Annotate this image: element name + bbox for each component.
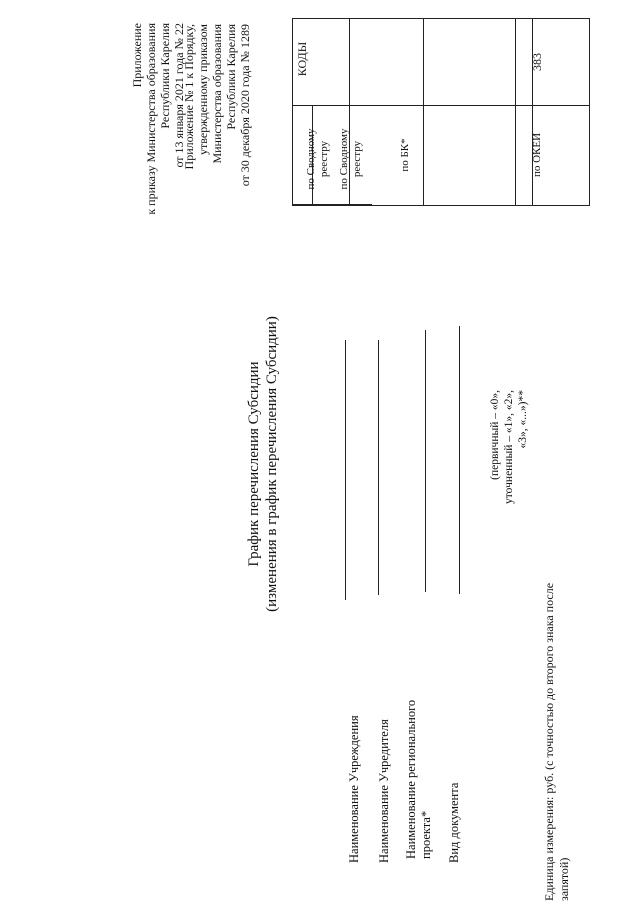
appendix-line: Приложение bbox=[130, 23, 144, 88]
document-title bbox=[245, 284, 285, 644]
table-border bbox=[292, 204, 372, 205]
okei-code-value: 383 bbox=[530, 53, 544, 71]
appendix-block-2 bbox=[182, 24, 254, 260]
project-label: Наименование регионального проекта* bbox=[404, 699, 433, 859]
codes-header: КОДЫ bbox=[295, 41, 309, 77]
appendix-line: Республики Карелия bbox=[158, 23, 172, 129]
institution-label: Наименование Учреждения bbox=[347, 715, 361, 863]
codes-value-frame bbox=[350, 19, 590, 206]
codes-row-4-label: по ОКЕИ bbox=[531, 132, 543, 178]
founder-fill-line bbox=[378, 340, 379, 595]
title-line-1: График перечисления Субсидии bbox=[246, 361, 262, 567]
project-fill-line bbox=[425, 330, 426, 592]
appendix-line: от 30 декабря 2020 года № 1289 bbox=[238, 24, 252, 187]
appendix-line: Республики Карелия bbox=[224, 24, 238, 130]
appendix-line: Приложение № 1 к Порядку, bbox=[182, 24, 196, 170]
appendix-line: утвержденному приказом bbox=[196, 24, 210, 155]
appendix-line: к приказу Министерства образования bbox=[144, 23, 158, 215]
title-line-2: (изменения в график перечисления Субсидии) bbox=[264, 316, 280, 612]
unit-of-measure: Единица измерения: руб. (с точностью до второго знака после запятой) bbox=[542, 582, 571, 901]
appendix-block-1 bbox=[130, 23, 188, 243]
institution-fill-line bbox=[345, 340, 346, 600]
doc-type-note: (первичный – «0», уточненный – «1», «2», «3», «...»)** bbox=[489, 390, 529, 504]
appendix-line: Министерства образования bbox=[210, 24, 224, 164]
codes-row-3-label: по БК* bbox=[399, 138, 411, 172]
codes-row-2-label: по Сводному реестру bbox=[338, 128, 363, 190]
doc-type-label: Вид документа bbox=[447, 782, 461, 863]
founder-label: Наименование Учредителя bbox=[377, 719, 391, 863]
appendix-line: от 13 января 2021 года № 22 bbox=[172, 23, 186, 168]
codes-row-1-label: по Сводному реестру bbox=[305, 128, 330, 190]
table-border bbox=[292, 105, 293, 205]
doc-type-fill-line bbox=[459, 326, 460, 594]
table-border bbox=[292, 18, 372, 19]
